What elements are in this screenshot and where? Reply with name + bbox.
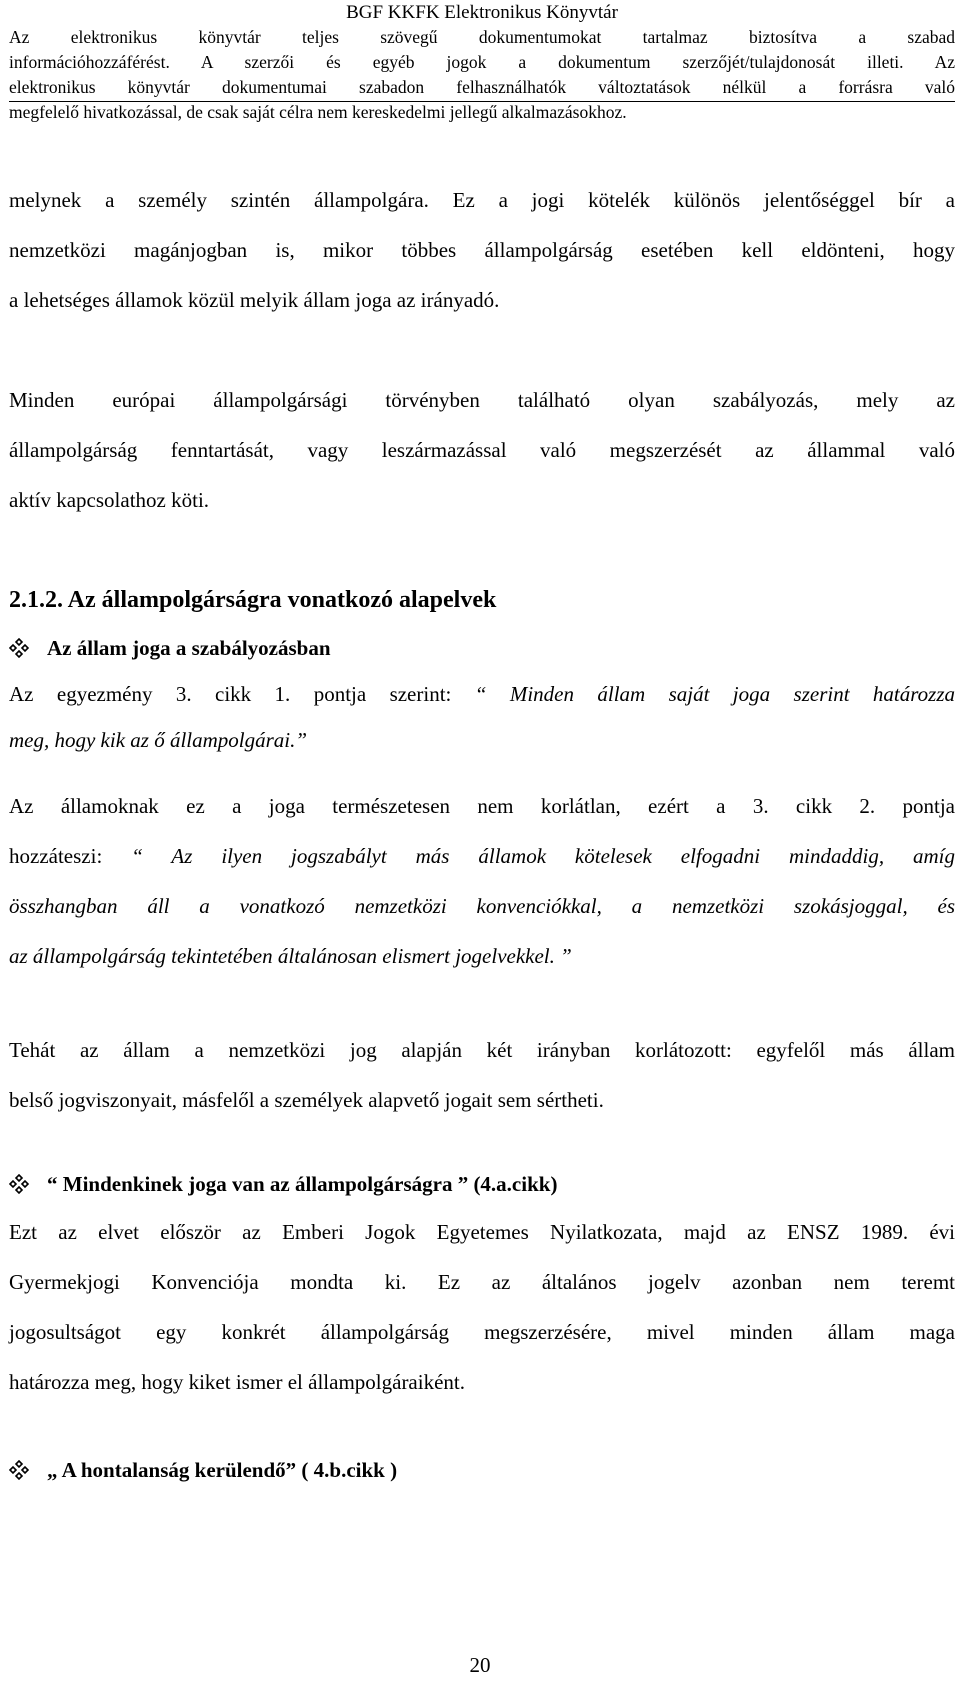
quote-intro: hozzáteszi: [9,844,132,868]
quote-text: “ Minden állam saját joga szerint határozza [474,682,955,706]
spacer [9,763,955,781]
header-notice-line: elektronikus könyvtár dokumentumai szabadon felhasználhatók változtatások nélkül a forrásra való [9,77,955,97]
paragraph-line: határozza meg, hogy kiket ismer el állampolgáraiként. [9,1370,465,1394]
bullet-heading [9,625,955,671]
paragraph-line: aktív kapcsolathoz köti. [9,488,210,512]
bullet-heading [9,1161,955,1207]
header-notice-line: információhozzáférést. A szerzői és egyéb jogok a dokumentum szerzőjét/tulajdonosát illeti. Az [9,52,955,72]
header-notice-line: Az elektronikus könyvtár teljes szövegű dokumentumokat tartalmaz biztosítva a szabad [9,27,955,47]
diamond-bullet-icon [9,1174,29,1194]
paragraph-line: belső jogviszonyait, másfelől a személyek alapvető jogait sem sértheti. [9,1088,604,1112]
document-header [9,0,955,125]
paragraph [9,671,955,763]
quote-text: “ Az ilyen jogszabályt más államok kötelesek elfogadni mindaddig, amíg [131,844,955,868]
spacer [9,981,955,1025]
diamond-bullet-icon [9,1460,29,1480]
paragraph-line: nemzetközi magánjogban is, mikor többes állampolgárság esetében kell eldönteni, hogy [9,238,955,262]
paragraph-line: Tehát az állam a nemzetközi jog alapján két irányban korlátozott: egyfelől más állam [9,1038,955,1062]
paragraph-line: jogosultságot egy konkrét állampolgárság megszerzésére, mivel minden állam maga [9,1320,955,1344]
header-title: BGF KKFK Elektronikus Könyvtár [346,2,618,23]
spacer [9,1407,955,1447]
paragraph [9,375,955,525]
document-body [9,175,955,1493]
paragraph [9,1025,955,1125]
header-notice-line: megfelelő hivatkozással, de csak saját célra nem kereskedelmi jellegű alkalmazásokhoz. [9,102,627,122]
bullet-heading-text: Az állam joga a szabályozásban [47,636,331,660]
paragraph-line: Ezt az elvet először az Emberi Jogok Egyetemes Nyilatkozata, majd az ENSZ 1989. évi [9,1220,955,1244]
quote-text: meg, hogy kik az ő állampolgárai.” [9,728,308,752]
header-divider [9,101,955,102]
paragraph [9,1207,955,1407]
paragraph-line: Az államoknak ez a joga természetesen nem korlátlan, ezért a 3. cikk 2. pontja [9,794,955,818]
paragraph-line: állampolgárság fenntartását, vagy leszármazással való megszerzését az állammal való [9,438,955,462]
quote-text: az állampolgárság tekintetében általánosan elismert jogelvekkel. ” [9,944,572,968]
bullet-heading-text: “ Mindenkinek joga van az állampolgárságra ” (4.a.cikk) [47,1172,558,1196]
section-heading: 2.1.2. Az állampolgárságra vonatkozó alapelvek [9,587,497,613]
paragraph-line [9,671,955,717]
paragraph-line: melynek a személy szintén állampolgára. Ez a jogi kötelék különös jelentőséggel bír a [9,188,955,212]
paragraph-line [9,831,955,881]
quote-text: összhangban áll a vonatkozó nemzetközi konvenciókkal, a nemzetközi szokásjoggal, és [9,894,955,918]
spacer [9,525,955,575]
quote-intro: Az egyezmény 3. cikk 1. pontja szerint: [9,682,475,706]
diamond-bullet-icon [9,638,29,658]
page-number: 20 [469,1653,491,1677]
paragraph-line: a lehetséges államok közül melyik állam joga az irányadó. [9,288,500,312]
spacer [9,1125,955,1161]
paragraph [9,781,955,981]
paragraph-line: Minden európai állampolgársági törvényben található olyan szabályozás, mely az [9,388,955,412]
bullet-heading-text: „ A hontalanság kerülendő” ( 4.b.cikk ) [47,1458,398,1482]
spacer [9,325,955,375]
paragraph-line: Gyermekjogi Konvenciója mondta ki. Ez az általános jogelv azonban nem teremt [9,1270,955,1294]
bullet-heading [9,1447,955,1493]
paragraph [9,175,955,325]
